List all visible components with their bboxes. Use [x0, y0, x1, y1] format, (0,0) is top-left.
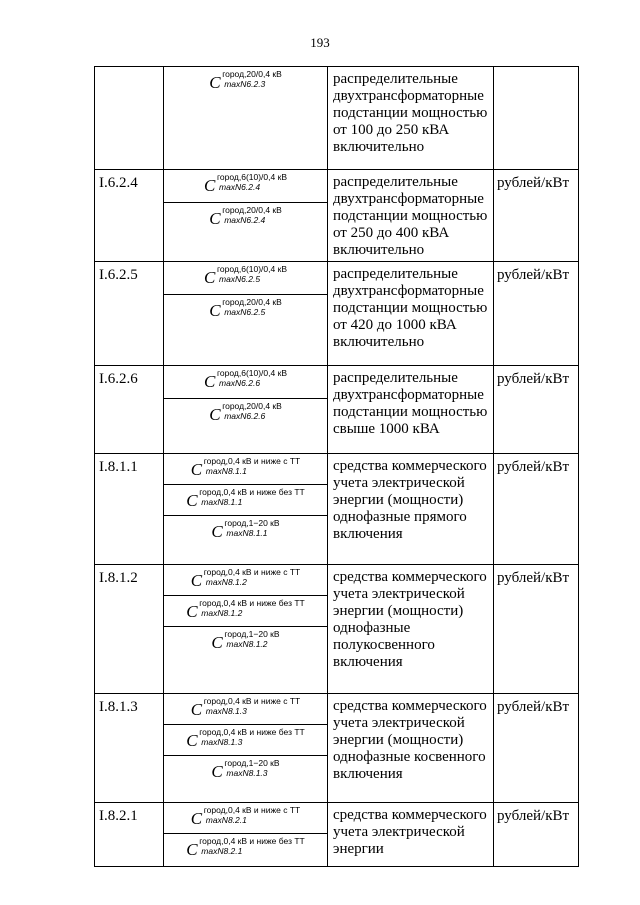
coefficient-formula: [186, 487, 304, 513]
row-unit: рублей/кВт: [494, 366, 579, 454]
coefficient-superscript: город,1−20 кВ: [224, 518, 280, 528]
coefficient-cell: [164, 170, 328, 203]
table-row: [95, 366, 579, 399]
coefficient-formula: [204, 368, 287, 394]
coefficient-cell: [164, 627, 328, 694]
row-description: средства коммерческого учета электрической энергии (мощности) однофазные полукосвенного включения: [328, 565, 494, 694]
coefficient-formula: [209, 205, 282, 231]
coefficient-superscript: город,20/0,4 кВ: [222, 297, 282, 307]
coefficient-cell: [164, 366, 328, 399]
coefficient-subscript: maxN6.2.6: [218, 378, 261, 388]
row-description: распределительные двухтрансформаторные подстанции мощностью от 100 до 250 кВА включительно: [328, 67, 494, 170]
coefficient-symbol: C: [203, 176, 216, 195]
coefficient-subscript: maxN6.2.4: [224, 215, 266, 225]
coefficient-cell: [164, 262, 328, 295]
table-row: [95, 565, 579, 596]
table-row: [95, 803, 579, 834]
coefficient-symbol: C: [186, 602, 198, 621]
coefficient-cell: [164, 694, 328, 725]
coefficient-symbol: C: [186, 491, 198, 510]
coefficient-symbol: C: [190, 700, 203, 719]
coefficient-superscript: город,0,4 кВ и ниже с ТТ: [203, 567, 301, 577]
coefficient-superscript: город,6(10)/0,4 кВ: [216, 368, 287, 378]
table-row: [95, 170, 579, 203]
row-code: I.8.1.3: [95, 694, 164, 803]
coefficient-cell: [164, 803, 328, 834]
row-unit: рублей/кВт: [494, 694, 579, 803]
coefficient-symbol: C: [190, 809, 203, 828]
coefficient-formula: [211, 518, 279, 544]
coefficient-cell: [164, 295, 328, 366]
coefficient-formula: [191, 805, 300, 831]
row-code: I.6.2.6: [95, 366, 164, 454]
coefficient-symbol: C: [203, 372, 216, 391]
coefficient-subscript: maxN8.2.1: [205, 815, 247, 825]
coefficient-formula: [204, 172, 287, 198]
coefficient-symbol: C: [211, 633, 223, 652]
coefficient-symbol: C: [186, 731, 198, 750]
coefficient-symbol: C: [186, 840, 198, 859]
coefficient-symbol: C: [190, 571, 203, 590]
coefficient-formula: [191, 456, 300, 482]
coefficient-superscript: город,0,4 кВ и ниже с ТТ: [203, 696, 301, 706]
coefficient-cell: [164, 725, 328, 756]
coefficient-superscript: город,20/0,4 кВ: [222, 401, 282, 411]
coefficient-symbol: C: [209, 301, 221, 320]
coefficient-formula: [209, 69, 282, 95]
row-unit: [494, 67, 579, 170]
coefficient-superscript: город,1−20 кВ: [224, 758, 280, 768]
coefficient-superscript: город,0,4 кВ и ниже без ТТ: [199, 598, 305, 608]
coefficient-superscript: город,0,4 кВ и ниже без ТТ: [199, 487, 305, 497]
coefficient-formula: [209, 401, 282, 427]
row-unit: рублей/кВт: [494, 454, 579, 565]
coefficient-subscript: maxN6.2.3: [224, 79, 266, 89]
row-code: [95, 67, 164, 170]
row-unit: рублей/кВт: [494, 170, 579, 262]
coefficient-symbol: C: [190, 460, 203, 479]
coefficient-symbol: C: [209, 405, 221, 424]
row-unit: рублей/кВт: [494, 803, 579, 867]
row-code: I.8.1.2: [95, 565, 164, 694]
coefficient-subscript: maxN8.1.1: [226, 528, 268, 538]
coefficient-subscript: maxN6.2.4: [218, 182, 261, 192]
coefficient-symbol: C: [209, 73, 221, 92]
coefficient-superscript: город,6(10)/0,4 кВ: [216, 264, 287, 274]
row-unit: рублей/кВт: [494, 262, 579, 366]
coefficient-superscript: город,0,4 кВ и ниже с ТТ: [203, 456, 301, 466]
coefficient-subscript: maxN8.1.1: [205, 466, 247, 476]
coefficient-cell: [164, 67, 328, 170]
row-code: I.6.2.5: [95, 262, 164, 366]
coefficient-subscript: maxN6.2.5: [218, 274, 261, 284]
coefficient-cell: [164, 756, 328, 803]
coefficient-formula: [211, 758, 279, 784]
coefficient-superscript: город,0,4 кВ и ниже с ТТ: [203, 805, 301, 815]
coefficient-formula: [209, 297, 282, 323]
coefficient-subscript: maxN6.2.5: [224, 307, 266, 317]
coefficient-cell: [164, 834, 328, 867]
row-unit: рублей/кВт: [494, 565, 579, 694]
coefficient-superscript: город,20/0,4 кВ: [222, 205, 282, 215]
coefficient-subscript: maxN8.1.2: [205, 577, 247, 587]
row-code: I.8.2.1: [95, 803, 164, 867]
coefficient-formula: [191, 567, 300, 593]
coefficient-subscript: maxN8.1.3: [205, 706, 247, 716]
tariff-table: [94, 66, 579, 867]
coefficient-formula: [186, 727, 304, 753]
coefficient-subscript: maxN8.1.2: [201, 608, 243, 618]
coefficient-symbol: C: [211, 522, 223, 541]
coefficient-formula: [191, 696, 300, 722]
coefficient-cell: [164, 203, 328, 262]
coefficient-symbol: C: [211, 762, 223, 781]
coefficient-superscript: город,6(10)/0,4 кВ: [216, 172, 287, 182]
table-row: [95, 454, 579, 485]
coefficient-subscript: maxN6.2.6: [224, 411, 266, 421]
page-number: 193: [310, 35, 330, 50]
coefficient-symbol: C: [209, 209, 221, 228]
row-code: I.8.1.1: [95, 454, 164, 565]
row-description: распределительные двухтрансформаторные подстанции мощностью свыше 1000 кВА: [328, 366, 494, 454]
coefficient-cell: [164, 565, 328, 596]
coefficient-cell: [164, 454, 328, 485]
table-row: [95, 67, 579, 170]
coefficient-formula: [186, 598, 304, 624]
coefficient-subscript: maxN8.1.3: [226, 768, 268, 778]
coefficient-superscript: город,0,4 кВ и ниже без ТТ: [199, 727, 305, 737]
coefficient-subscript: maxN8.1.2: [226, 639, 268, 649]
coefficient-formula: [204, 264, 287, 290]
row-description: распределительные двухтрансформаторные подстанции мощностью от 420 до 1000 кВА включительно: [328, 262, 494, 366]
coefficient-cell: [164, 399, 328, 454]
coefficient-symbol: C: [203, 268, 216, 287]
coefficient-cell: [164, 516, 328, 565]
row-description: средства коммерческого учета электрической энергии (мощности) однофазные косвенного включения: [328, 694, 494, 803]
coefficient-formula: [211, 629, 279, 655]
coefficient-cell: [164, 485, 328, 516]
coefficient-superscript: город,0,4 кВ и ниже без ТТ: [199, 836, 305, 846]
table-row: [95, 694, 579, 725]
row-description: распределительные двухтрансформаторные подстанции мощностью от 250 до 400 кВА включительно: [328, 170, 494, 262]
coefficient-superscript: город,20/0,4 кВ: [222, 69, 282, 79]
coefficient-subscript: maxN8.1.1: [201, 497, 243, 507]
table-row: [95, 262, 579, 295]
coefficient-subscript: maxN8.1.3: [201, 737, 243, 747]
row-code: I.6.2.4: [95, 170, 164, 262]
coefficient-subscript: maxN8.2.1: [201, 846, 243, 856]
row-description: средства коммерческого учета электрической энергии: [328, 803, 494, 867]
coefficient-cell: [164, 596, 328, 627]
row-description: средства коммерческого учета электрической энергии (мощности) однофазные прямого включения: [328, 454, 494, 565]
coefficient-formula: [186, 836, 304, 862]
coefficient-superscript: город,1−20 кВ: [224, 629, 280, 639]
